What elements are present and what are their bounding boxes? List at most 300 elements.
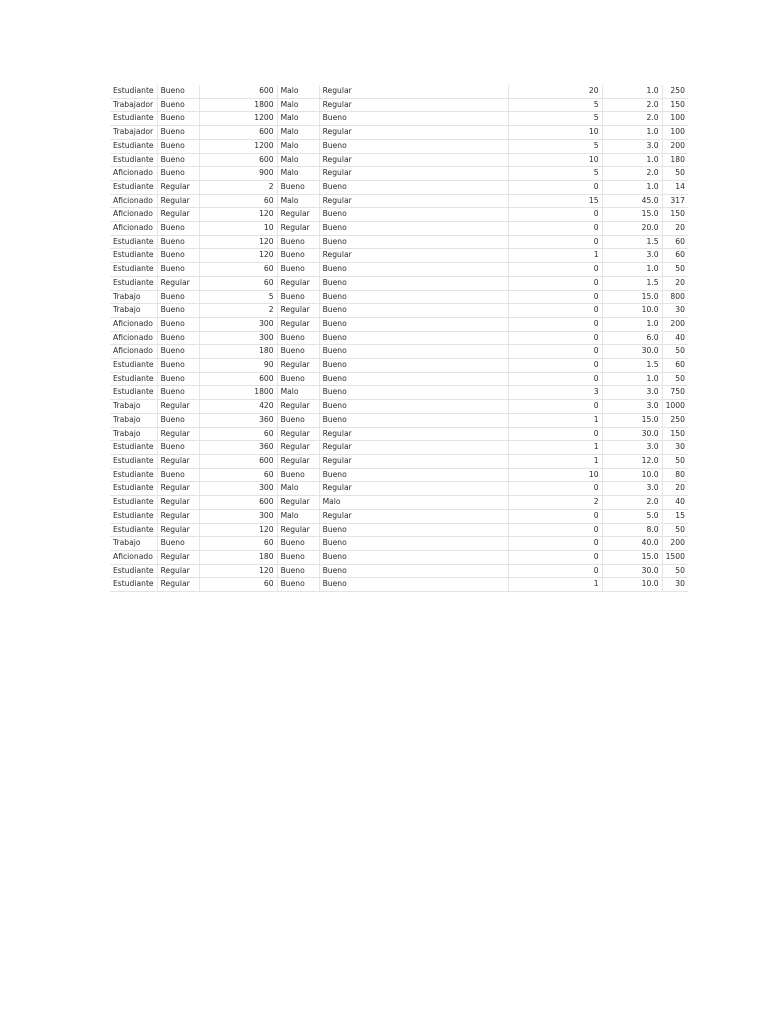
total-cell: 20 <box>662 276 688 290</box>
status-b-cell: Bueno <box>319 263 508 277</box>
rating-cell: Bueno <box>157 167 199 181</box>
status-a-cell: Bueno <box>277 235 319 249</box>
status-a-cell: Malo <box>277 153 319 167</box>
occupation-cell: Aficionado <box>110 208 157 222</box>
value-cell: 30.0 <box>602 427 662 441</box>
value-cell: 5.0 <box>602 509 662 523</box>
value-cell: 1.5 <box>602 276 662 290</box>
status-b-cell: Bueno <box>319 304 508 318</box>
count-cell: 0 <box>508 304 602 318</box>
table-row <box>110 372 688 386</box>
status-b-cell: Bueno <box>319 578 508 592</box>
quantity-cell: 1200 <box>199 112 277 126</box>
count-cell: 0 <box>508 180 602 194</box>
quantity-cell: 120 <box>199 564 277 578</box>
occupation-cell: Estudiante <box>110 509 157 523</box>
status-b-cell: Regular <box>319 126 508 140</box>
status-a-cell: Regular <box>277 427 319 441</box>
value-cell: 1.0 <box>602 180 662 194</box>
table-row <box>110 386 688 400</box>
rating-cell: Bueno <box>157 441 199 455</box>
value-cell: 1.0 <box>602 317 662 331</box>
quantity-cell: 1800 <box>199 386 277 400</box>
count-cell: 5 <box>508 98 602 112</box>
total-cell: 150 <box>662 208 688 222</box>
count-cell: 0 <box>508 537 602 551</box>
occupation-cell: Estudiante <box>110 235 157 249</box>
total-cell: 200 <box>662 537 688 551</box>
quantity-cell: 300 <box>199 331 277 345</box>
rating-cell: Bueno <box>157 372 199 386</box>
total-cell: 14 <box>662 180 688 194</box>
total-cell: 40 <box>662 331 688 345</box>
value-cell: 1.0 <box>602 263 662 277</box>
status-a-cell: Malo <box>277 126 319 140</box>
occupation-cell: Estudiante <box>110 276 157 290</box>
total-cell: 60 <box>662 359 688 373</box>
table-row <box>110 235 688 249</box>
occupation-cell: Estudiante <box>110 359 157 373</box>
total-cell: 40 <box>662 496 688 510</box>
count-cell: 20 <box>508 85 602 98</box>
count-cell: 0 <box>508 222 602 236</box>
status-b-cell: Regular <box>319 167 508 181</box>
value-cell: 3.0 <box>602 482 662 496</box>
total-cell: 50 <box>662 263 688 277</box>
value-cell: 8.0 <box>602 523 662 537</box>
status-b-cell: Bueno <box>319 276 508 290</box>
total-cell: 150 <box>662 427 688 441</box>
status-a-cell: Regular <box>277 496 319 510</box>
status-a-cell: Regular <box>277 304 319 318</box>
value-cell: 1.0 <box>602 153 662 167</box>
total-cell: 80 <box>662 468 688 482</box>
rating-cell: Bueno <box>157 222 199 236</box>
value-cell: 3.0 <box>602 386 662 400</box>
table-row <box>110 139 688 153</box>
count-cell: 1 <box>508 413 602 427</box>
table-row <box>110 276 688 290</box>
table-row <box>110 249 688 263</box>
status-a-cell: Malo <box>277 482 319 496</box>
occupation-cell: Estudiante <box>110 454 157 468</box>
occupation-cell: Aficionado <box>110 331 157 345</box>
total-cell: 15 <box>662 509 688 523</box>
status-b-cell: Regular <box>319 153 508 167</box>
status-b-cell: Bueno <box>319 331 508 345</box>
table-row <box>110 85 688 98</box>
value-cell: 1.0 <box>602 85 662 98</box>
occupation-cell: Estudiante <box>110 441 157 455</box>
table-row <box>110 496 688 510</box>
status-a-cell: Bueno <box>277 468 319 482</box>
rating-cell: Bueno <box>157 249 199 263</box>
count-cell: 1 <box>508 454 602 468</box>
value-cell: 3.0 <box>602 249 662 263</box>
quantity-cell: 300 <box>199 509 277 523</box>
table-row <box>110 304 688 318</box>
rating-cell: Bueno <box>157 263 199 277</box>
status-a-cell: Bueno <box>277 249 319 263</box>
rating-cell: Regular <box>157 208 199 222</box>
total-cell: 50 <box>662 523 688 537</box>
count-cell: 2 <box>508 496 602 510</box>
rating-cell: Bueno <box>157 139 199 153</box>
table-row <box>110 126 688 140</box>
status-a-cell: Malo <box>277 85 319 98</box>
rating-cell: Regular <box>157 276 199 290</box>
value-cell: 10.0 <box>602 578 662 592</box>
total-cell: 30 <box>662 441 688 455</box>
status-a-cell: Regular <box>277 441 319 455</box>
quantity-cell: 600 <box>199 85 277 98</box>
occupation-cell: Estudiante <box>110 386 157 400</box>
count-cell: 0 <box>508 359 602 373</box>
occupation-cell: Estudiante <box>110 496 157 510</box>
status-b-cell: Bueno <box>319 550 508 564</box>
occupation-cell: Estudiante <box>110 139 157 153</box>
value-cell: 12.0 <box>602 454 662 468</box>
data-table <box>110 85 688 592</box>
rating-cell: Regular <box>157 400 199 414</box>
status-a-cell: Regular <box>277 317 319 331</box>
status-b-cell: Regular <box>319 194 508 208</box>
occupation-cell: Aficionado <box>110 550 157 564</box>
rating-cell: Bueno <box>157 413 199 427</box>
status-b-cell: Regular <box>319 427 508 441</box>
rating-cell: Bueno <box>157 537 199 551</box>
total-cell: 750 <box>662 386 688 400</box>
count-cell: 1 <box>508 578 602 592</box>
status-a-cell: Bueno <box>277 263 319 277</box>
status-b-cell: Regular <box>319 509 508 523</box>
table-row <box>110 441 688 455</box>
count-cell: 0 <box>508 263 602 277</box>
status-b-cell: Bueno <box>319 564 508 578</box>
rating-cell: Bueno <box>157 85 199 98</box>
total-cell: 180 <box>662 153 688 167</box>
count-cell: 0 <box>508 276 602 290</box>
total-cell: 100 <box>662 126 688 140</box>
rating-cell: Bueno <box>157 359 199 373</box>
status-a-cell: Bueno <box>277 564 319 578</box>
count-cell: 0 <box>508 235 602 249</box>
status-b-cell: Bueno <box>319 345 508 359</box>
status-b-cell: Bueno <box>319 386 508 400</box>
status-b-cell: Bueno <box>319 290 508 304</box>
count-cell: 1 <box>508 441 602 455</box>
count-cell: 10 <box>508 153 602 167</box>
table-row <box>110 153 688 167</box>
table-row <box>110 112 688 126</box>
occupation-cell: Estudiante <box>110 180 157 194</box>
status-a-cell: Malo <box>277 139 319 153</box>
table-row <box>110 550 688 564</box>
status-b-cell: Bueno <box>319 222 508 236</box>
quantity-cell: 360 <box>199 413 277 427</box>
status-a-cell: Malo <box>277 98 319 112</box>
quantity-cell: 1800 <box>199 98 277 112</box>
count-cell: 0 <box>508 427 602 441</box>
rating-cell: Regular <box>157 427 199 441</box>
quantity-cell: 90 <box>199 359 277 373</box>
occupation-cell: Aficionado <box>110 194 157 208</box>
total-cell: 20 <box>662 222 688 236</box>
value-cell: 45.0 <box>602 194 662 208</box>
quantity-cell: 2 <box>199 304 277 318</box>
occupation-cell: Estudiante <box>110 85 157 98</box>
table-row <box>110 331 688 345</box>
rating-cell: Bueno <box>157 98 199 112</box>
total-cell: 100 <box>662 112 688 126</box>
rating-cell: Bueno <box>157 112 199 126</box>
total-cell: 50 <box>662 167 688 181</box>
total-cell: 60 <box>662 249 688 263</box>
status-b-cell: Bueno <box>319 400 508 414</box>
status-a-cell: Regular <box>277 276 319 290</box>
quantity-cell: 2 <box>199 180 277 194</box>
status-b-cell: Bueno <box>319 139 508 153</box>
status-b-cell: Regular <box>319 85 508 98</box>
total-cell: 30 <box>662 578 688 592</box>
occupation-cell: Trabajo <box>110 400 157 414</box>
status-b-cell: Bueno <box>319 468 508 482</box>
quantity-cell: 300 <box>199 317 277 331</box>
occupation-cell: Estudiante <box>110 153 157 167</box>
table-row <box>110 208 688 222</box>
rating-cell: Bueno <box>157 153 199 167</box>
count-cell: 0 <box>508 523 602 537</box>
rating-cell: Bueno <box>157 345 199 359</box>
table-row <box>110 537 688 551</box>
count-cell: 0 <box>508 400 602 414</box>
status-a-cell: Regular <box>277 222 319 236</box>
status-b-cell: Regular <box>319 482 508 496</box>
total-cell: 60 <box>662 235 688 249</box>
rating-cell: Bueno <box>157 317 199 331</box>
value-cell: 10.0 <box>602 468 662 482</box>
value-cell: 1.0 <box>602 372 662 386</box>
quantity-cell: 900 <box>199 167 277 181</box>
occupation-cell: Trabajo <box>110 413 157 427</box>
quantity-cell: 600 <box>199 454 277 468</box>
table-row <box>110 427 688 441</box>
count-cell: 0 <box>508 372 602 386</box>
status-a-cell: Malo <box>277 112 319 126</box>
status-b-cell: Bueno <box>319 235 508 249</box>
status-b-cell: Bueno <box>319 180 508 194</box>
status-b-cell: Malo <box>319 496 508 510</box>
quantity-cell: 1200 <box>199 139 277 153</box>
quantity-cell: 120 <box>199 208 277 222</box>
status-a-cell: Regular <box>277 208 319 222</box>
count-cell: 0 <box>508 509 602 523</box>
value-cell: 2.0 <box>602 98 662 112</box>
occupation-cell: Estudiante <box>110 578 157 592</box>
table-row <box>110 317 688 331</box>
status-a-cell: Bueno <box>277 180 319 194</box>
table-row <box>110 400 688 414</box>
occupation-cell: Aficionado <box>110 222 157 236</box>
quantity-cell: 600 <box>199 372 277 386</box>
value-cell: 15.0 <box>602 413 662 427</box>
occupation-cell: Estudiante <box>110 249 157 263</box>
total-cell: 250 <box>662 85 688 98</box>
table-row <box>110 222 688 236</box>
table-row <box>110 413 688 427</box>
rating-cell: Regular <box>157 509 199 523</box>
table-row <box>110 482 688 496</box>
occupation-cell: Trabajo <box>110 427 157 441</box>
value-cell: 10.0 <box>602 304 662 318</box>
occupation-cell: Estudiante <box>110 372 157 386</box>
quantity-cell: 60 <box>199 194 277 208</box>
count-cell: 0 <box>508 208 602 222</box>
count-cell: 0 <box>508 564 602 578</box>
value-cell: 40.0 <box>602 537 662 551</box>
occupation-cell: Estudiante <box>110 564 157 578</box>
count-cell: 5 <box>508 112 602 126</box>
table-row <box>110 180 688 194</box>
table-row <box>110 564 688 578</box>
count-cell: 0 <box>508 550 602 564</box>
total-cell: 1500 <box>662 550 688 564</box>
value-cell: 2.0 <box>602 112 662 126</box>
total-cell: 200 <box>662 139 688 153</box>
quantity-cell: 60 <box>199 276 277 290</box>
total-cell: 50 <box>662 564 688 578</box>
count-cell: 0 <box>508 317 602 331</box>
quantity-cell: 120 <box>199 523 277 537</box>
total-cell: 150 <box>662 98 688 112</box>
total-cell: 200 <box>662 317 688 331</box>
table-row <box>110 509 688 523</box>
quantity-cell: 60 <box>199 263 277 277</box>
status-b-cell: Bueno <box>319 523 508 537</box>
quantity-cell: 180 <box>199 345 277 359</box>
table-row <box>110 290 688 304</box>
table-row <box>110 468 688 482</box>
status-a-cell: Malo <box>277 509 319 523</box>
quantity-cell: 600 <box>199 126 277 140</box>
total-cell: 50 <box>662 372 688 386</box>
total-cell: 250 <box>662 413 688 427</box>
rating-cell: Bueno <box>157 290 199 304</box>
value-cell: 15.0 <box>602 290 662 304</box>
occupation-cell: Trabajo <box>110 304 157 318</box>
total-cell: 50 <box>662 345 688 359</box>
count-cell: 10 <box>508 468 602 482</box>
occupation-cell: Aficionado <box>110 167 157 181</box>
quantity-cell: 360 <box>199 441 277 455</box>
occupation-cell: Trabajador <box>110 98 157 112</box>
total-cell: 317 <box>662 194 688 208</box>
status-b-cell: Regular <box>319 441 508 455</box>
status-a-cell: Bueno <box>277 331 319 345</box>
count-cell: 0 <box>508 290 602 304</box>
rating-cell: Regular <box>157 454 199 468</box>
table-row <box>110 263 688 277</box>
quantity-cell: 600 <box>199 153 277 167</box>
status-b-cell: Regular <box>319 98 508 112</box>
count-cell: 10 <box>508 126 602 140</box>
occupation-cell: Trabajo <box>110 537 157 551</box>
quantity-cell: 600 <box>199 496 277 510</box>
status-a-cell: Malo <box>277 386 319 400</box>
count-cell: 5 <box>508 167 602 181</box>
count-cell: 3 <box>508 386 602 400</box>
value-cell: 30.0 <box>602 564 662 578</box>
status-b-cell: Regular <box>319 249 508 263</box>
status-a-cell: Malo <box>277 167 319 181</box>
rating-cell: Bueno <box>157 331 199 345</box>
occupation-cell: Estudiante <box>110 263 157 277</box>
quantity-cell: 5 <box>199 290 277 304</box>
status-b-cell: Bueno <box>319 372 508 386</box>
count-cell: 0 <box>508 331 602 345</box>
status-a-cell: Bueno <box>277 578 319 592</box>
value-cell: 1.5 <box>602 235 662 249</box>
value-cell: 3.0 <box>602 139 662 153</box>
status-a-cell: Regular <box>277 400 319 414</box>
value-cell: 20.0 <box>602 222 662 236</box>
rating-cell: Regular <box>157 496 199 510</box>
rating-cell: Regular <box>157 564 199 578</box>
table-row <box>110 194 688 208</box>
occupation-cell: Estudiante <box>110 523 157 537</box>
rating-cell: Bueno <box>157 468 199 482</box>
quantity-cell: 120 <box>199 235 277 249</box>
count-cell: 1 <box>508 249 602 263</box>
occupation-cell: Estudiante <box>110 482 157 496</box>
status-b-cell: Bueno <box>319 112 508 126</box>
status-b-cell: Bueno <box>319 317 508 331</box>
value-cell: 2.0 <box>602 496 662 510</box>
rating-cell: Regular <box>157 578 199 592</box>
status-b-cell: Bueno <box>319 208 508 222</box>
status-a-cell: Regular <box>277 523 319 537</box>
total-cell: 30 <box>662 304 688 318</box>
total-cell: 800 <box>662 290 688 304</box>
total-cell: 50 <box>662 454 688 468</box>
quantity-cell: 180 <box>199 550 277 564</box>
table-row <box>110 167 688 181</box>
total-cell: 1000 <box>662 400 688 414</box>
quantity-cell: 60 <box>199 537 277 551</box>
occupation-cell: Estudiante <box>110 468 157 482</box>
table-body <box>110 85 688 592</box>
status-a-cell: Bueno <box>277 290 319 304</box>
table-row <box>110 345 688 359</box>
quantity-cell: 60 <box>199 578 277 592</box>
status-a-cell: Malo <box>277 194 319 208</box>
table-row <box>110 578 688 592</box>
status-b-cell: Regular <box>319 454 508 468</box>
quantity-cell: 60 <box>199 468 277 482</box>
value-cell: 3.0 <box>602 441 662 455</box>
value-cell: 15.0 <box>602 208 662 222</box>
rating-cell: Bueno <box>157 386 199 400</box>
count-cell: 5 <box>508 139 602 153</box>
rating-cell: Bueno <box>157 235 199 249</box>
status-a-cell: Bueno <box>277 550 319 564</box>
value-cell: 30.0 <box>602 345 662 359</box>
quantity-cell: 60 <box>199 427 277 441</box>
occupation-cell: Trabajo <box>110 290 157 304</box>
occupation-cell: Trabajador <box>110 126 157 140</box>
status-b-cell: Bueno <box>319 413 508 427</box>
value-cell: 15.0 <box>602 550 662 564</box>
